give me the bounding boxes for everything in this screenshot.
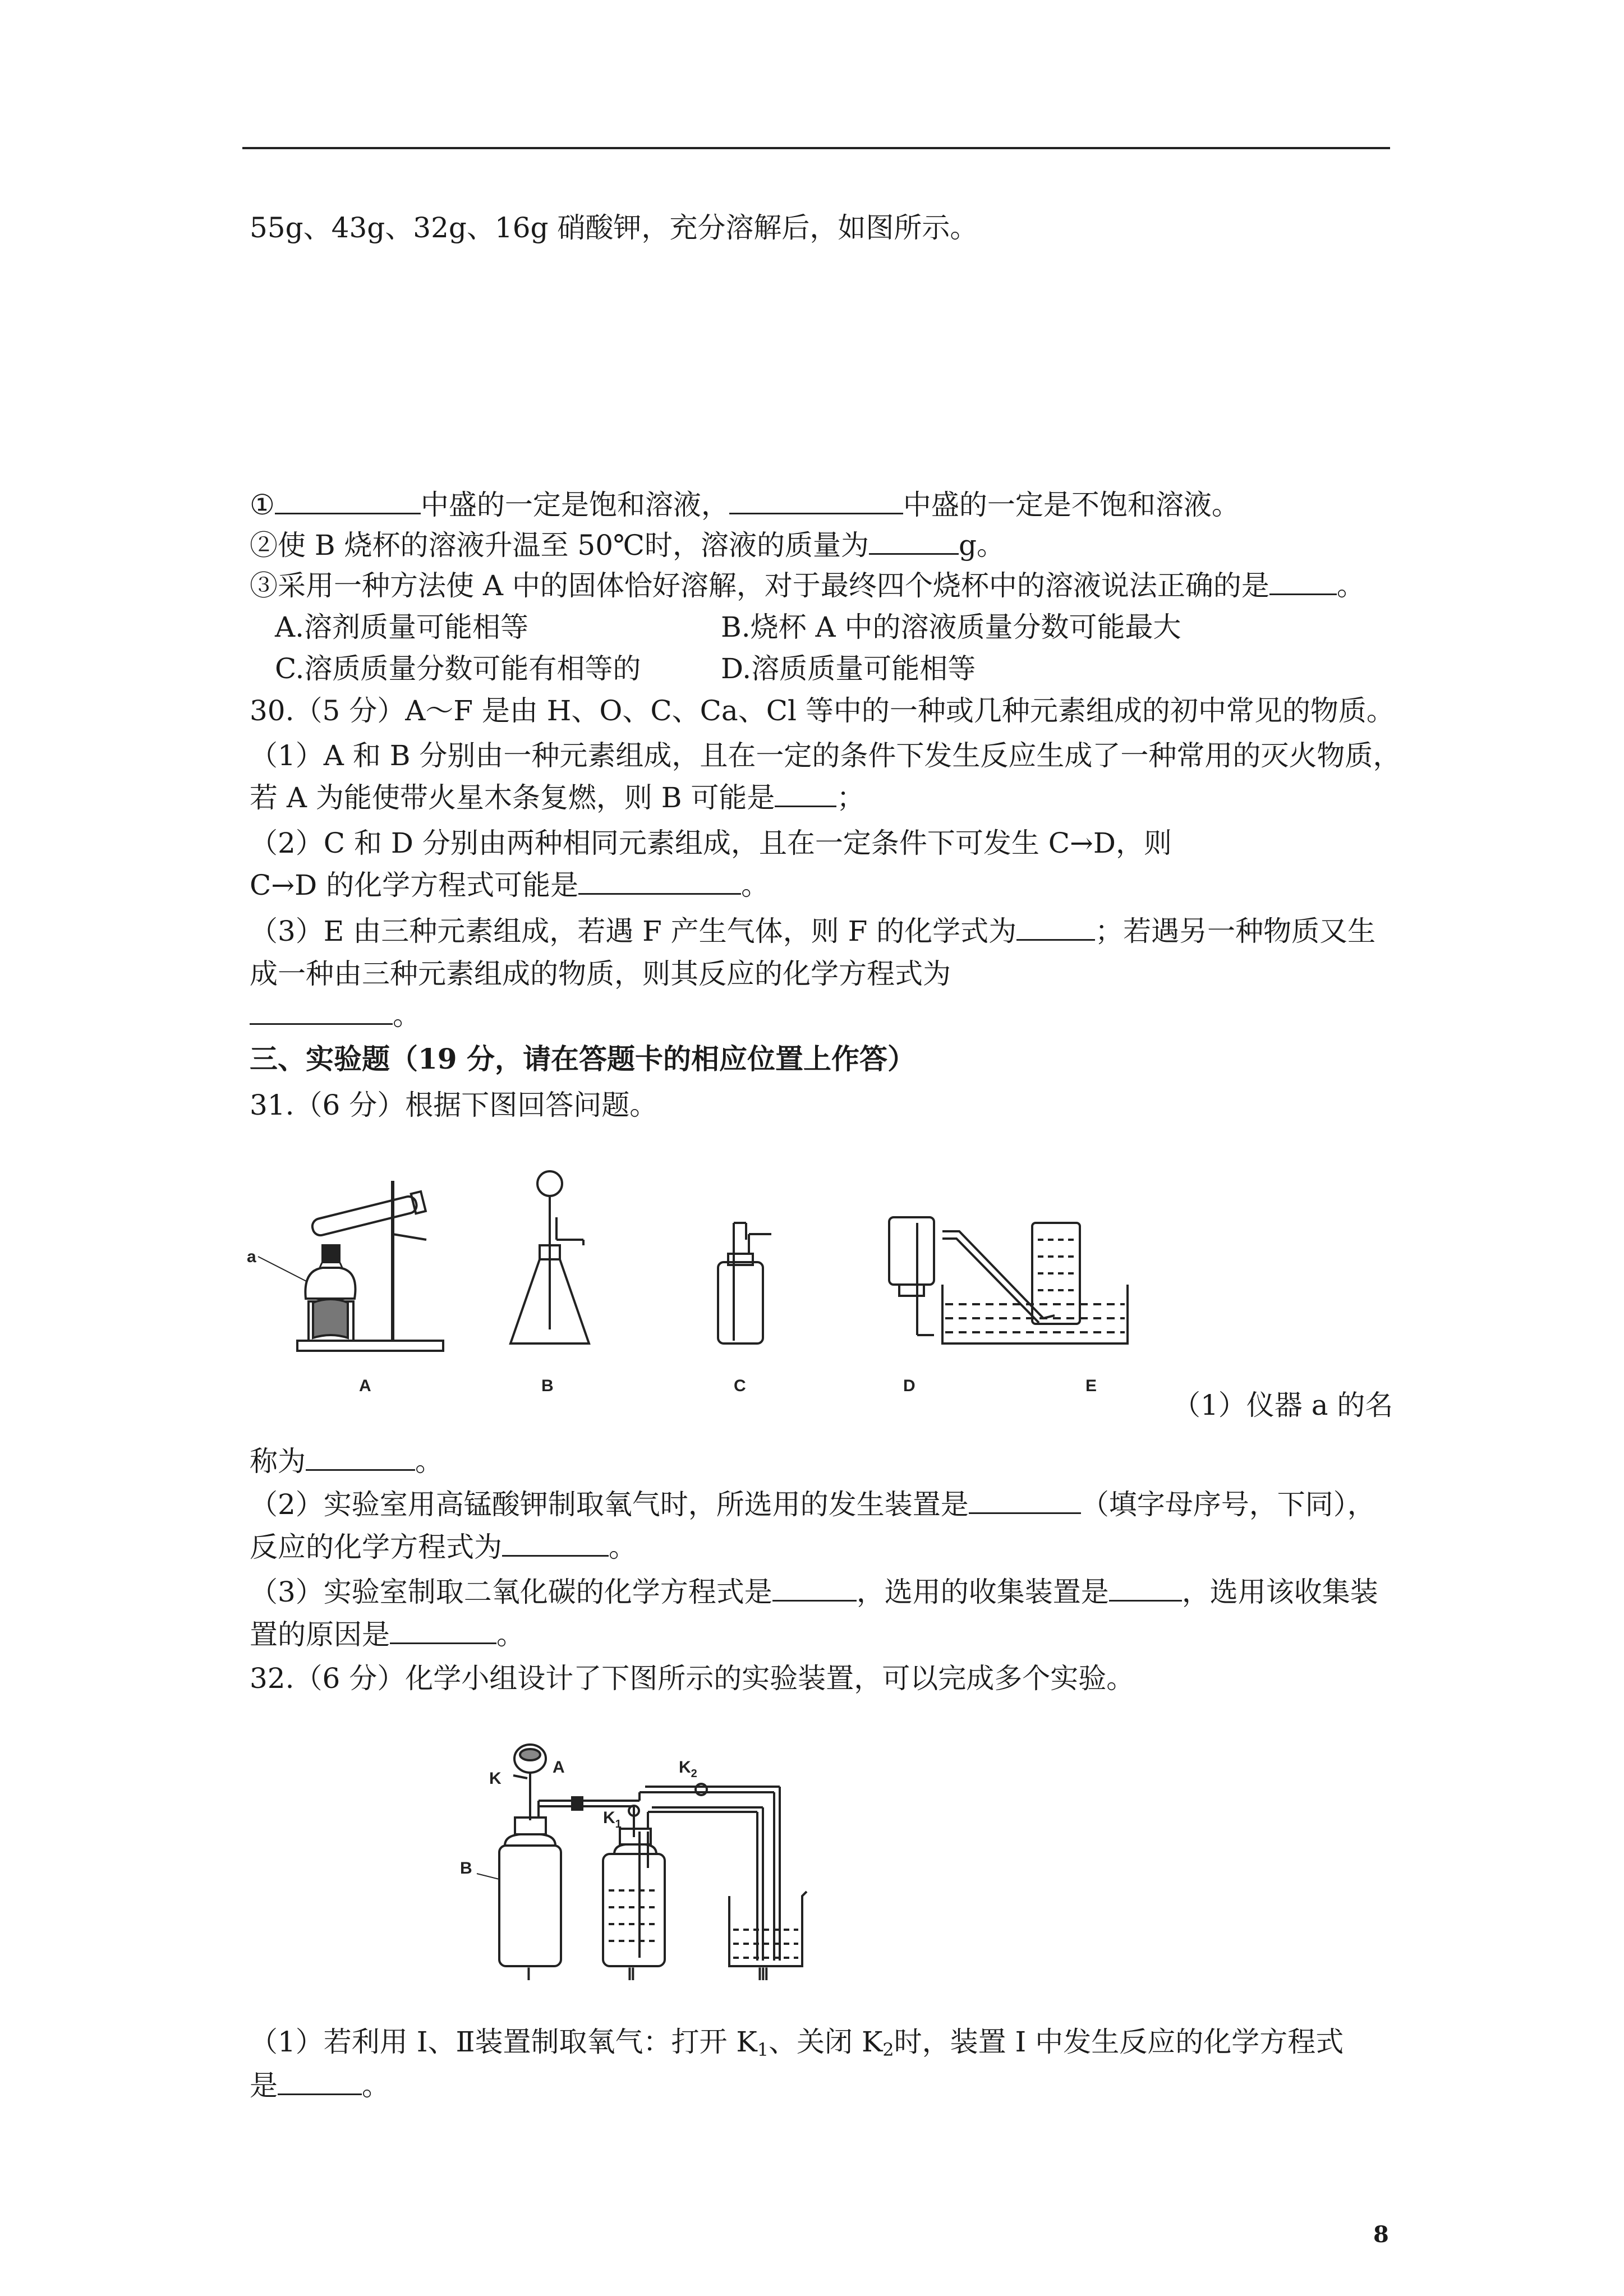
answer-blank[interactable] <box>578 868 741 895</box>
fig-label-iii: Ⅲ <box>757 1966 769 1980</box>
fig-label-E: E <box>1085 1377 1097 1395</box>
answer-blank[interactable] <box>390 1618 496 1644</box>
q31-p1-part2: 称为 。 <box>250 1445 443 1478</box>
fig-label-k1: $K_1$ <box>603 1809 622 1830</box>
fig-label-k2: $K_2$ <box>679 1758 697 1780</box>
answer-blank[interactable] <box>1016 914 1095 941</box>
q30-p1-line1: （1）A 和 B 分别由一种元素组成，且在一定的条件下发生反应生成了一种常用的灭火物质， <box>250 739 1401 772</box>
answer-blank[interactable] <box>869 528 959 555</box>
q31-apparatus-figure <box>247 1156 1279 1402</box>
answer-blank[interactable] <box>502 1530 609 1557</box>
q31-p2-line2: 反应的化学方程式为 。 <box>250 1531 637 1563</box>
answer-blank[interactable] <box>729 488 903 514</box>
fig-label-D: D <box>903 1377 915 1395</box>
q30-p2-line2: C→D 的化学方程式可能是 。 <box>250 869 770 901</box>
q32-p1-line2: 是 。 <box>250 2069 390 2102</box>
q32-apparatus-figure <box>454 1739 841 1980</box>
q30-p3-line3: 。 <box>250 999 421 1032</box>
answer-blank[interactable] <box>1269 569 1337 595</box>
q30-p3-line2: 成一种由三种元素组成的物质，则其反应的化学方程式为 <box>250 958 951 990</box>
page-number: 8 <box>1373 2221 1389 2248</box>
q32-stem: 32.（6 分）化学小组设计了下图所示的实验装置，可以完成多个实验。 <box>250 1662 1135 1695</box>
fig-label-k: K <box>489 1769 502 1788</box>
option-d: D.溶质质量可能相等 <box>721 652 976 685</box>
answer-blank[interactable] <box>969 1488 1081 1514</box>
q31-stem: 31.（6 分）根据下图回答问题。 <box>250 1089 658 1121</box>
q31-p3-line1: （3）实验室制取二氧化碳的化学方程式是 ，选用的收集装置是 ，选用该收集装 <box>250 1576 1378 1608</box>
q30-stem: 30.（5 分）A～F 是由 H、O、C、Ca、Cl 等中的一种或几种元素组成的初中常见的物质。 <box>250 694 1395 727</box>
q30-p1-line2: 若 A 为能使带火星木条复燃，则 B 可能是 ； <box>250 781 865 814</box>
q29-sub2: ②使 B 烧杯的溶液升温至 50℃时，溶液的质量为 g。 <box>250 529 1005 562</box>
answer-blank[interactable] <box>772 1575 857 1602</box>
answer-blank[interactable] <box>275 488 421 514</box>
fig-label-C: C <box>734 1377 746 1395</box>
answer-blank[interactable] <box>278 2069 362 2095</box>
fig-label-B: B <box>541 1377 554 1395</box>
answer-blank[interactable] <box>1109 1575 1182 1602</box>
q30-p3-line1: （3）E 由三种元素组成，若遇 F 产生气体，则 F 的化学式为 ；若遇另一种物质又生 <box>250 915 1376 947</box>
q29-sub1: ① 中盛的一定是饱和溶液， 中盛的一定是不饱和溶液。 <box>250 489 1240 521</box>
fig-label-a: a <box>247 1248 256 1266</box>
fig-label-i: Ⅰ <box>526 1966 531 1980</box>
q29-sub3: ③采用一种方法使 A 中的固体恰好溶解，对于最终四个烧杯中的溶液说法正确的是 。 <box>250 569 1365 602</box>
fig-label-a: A <box>553 1758 565 1777</box>
fig-label-A: A <box>359 1377 371 1395</box>
option-a: A.溶剂质量可能相等 <box>275 611 529 643</box>
q29-intro: 55g、43g、32g、16g 硝酸钾，充分溶解后，如图所示。 <box>250 211 978 244</box>
q31-p3-line2: 置的原因是 。 <box>250 1618 525 1651</box>
q31-p2-line1: （2）实验室用高锰酸钾制取氧气时，所选用的发生装置是 （填字母序号，下同）， <box>250 1488 1375 1521</box>
section-heading: 三、实验题（19 分，请在答题卡的相应位置上作答） <box>250 1042 915 1075</box>
answer-blank[interactable] <box>250 999 393 1025</box>
fig-label-b: B <box>460 1859 472 1878</box>
q32-p1-line1: （1）若利用 Ⅰ、Ⅱ装置制取氧气：打开 $K_1$、关闭 $K_2$时，装置 Ⅰ 中发生反应的化学方程式 <box>250 2026 1344 2060</box>
q30-p2-line1: （2）C 和 D 分别由两种相同元素组成，且在一定条件下可发生 C→D，则 <box>250 827 1172 859</box>
header-rule <box>242 147 1390 149</box>
option-b: B.烧杯 A 中的溶液质量分数可能最大 <box>721 611 1181 643</box>
option-c: C.溶质质量分数可能有相等的 <box>275 652 641 685</box>
answer-blank[interactable] <box>775 781 836 807</box>
answer-blank[interactable] <box>306 1444 415 1471</box>
q31-p1-part1: （1）仪器 a 的名 <box>1172 1389 1393 1421</box>
fig-label-ii: Ⅱ <box>627 1966 636 1980</box>
